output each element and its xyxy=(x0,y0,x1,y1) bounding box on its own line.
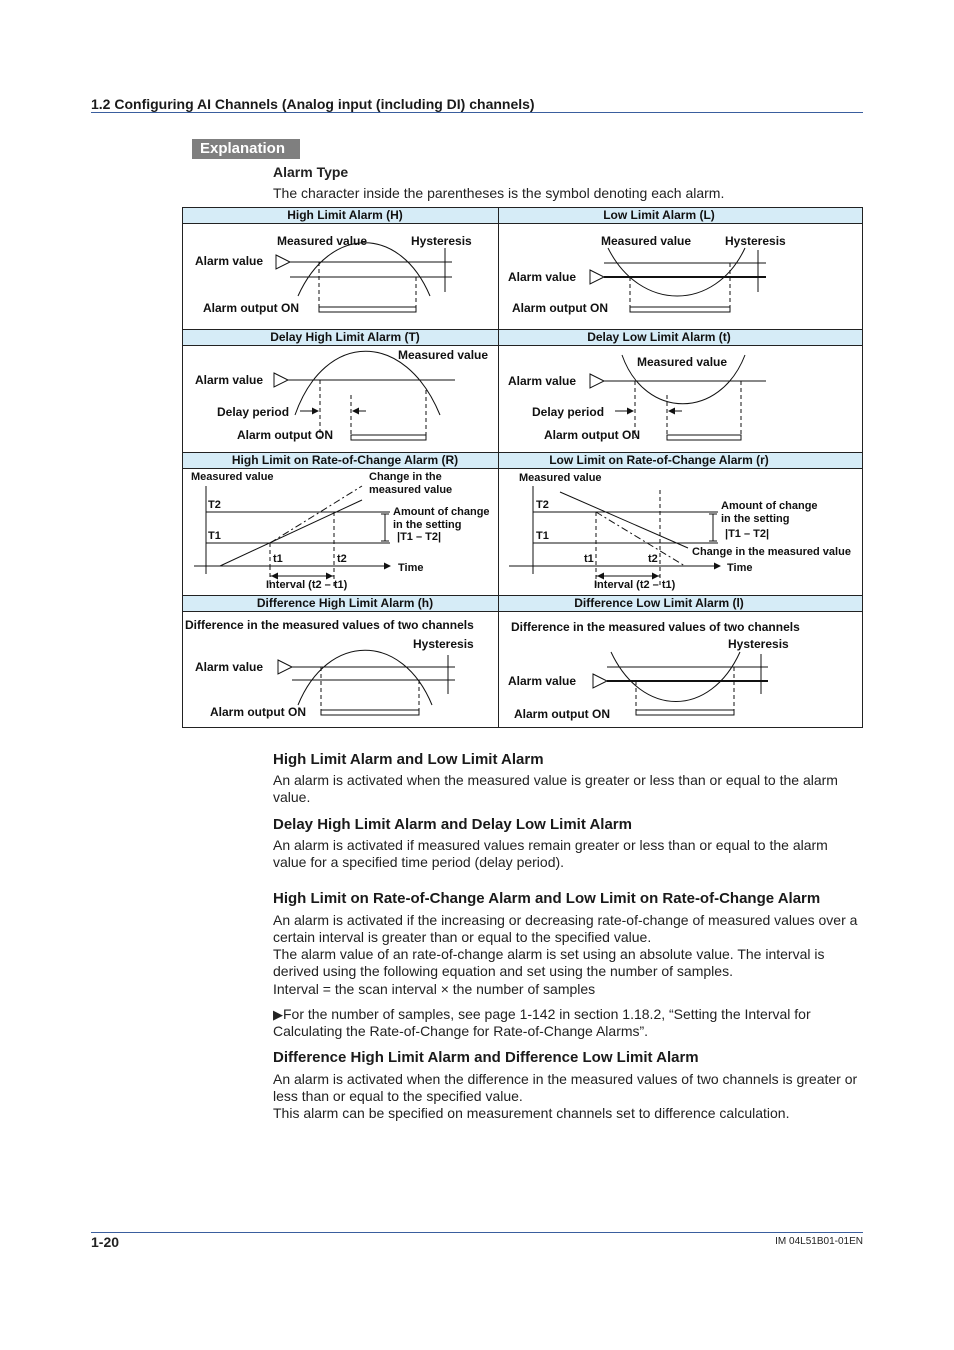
panel-roc-high xyxy=(191,471,490,591)
paragraph-difference xyxy=(273,1071,863,1122)
label-amount-line2: in the setting xyxy=(721,513,790,525)
label-alarm-value: Alarm value xyxy=(508,270,577,284)
section-heading-roc: High Limit on Rate-of-Change Alarm and Low Limit on Rate-of-Change Alarm xyxy=(273,890,821,907)
panel-roc-low xyxy=(509,472,851,591)
page-number: 1-20 xyxy=(91,1234,120,1250)
panel-title-high-limit: High Limit Alarm (H) xyxy=(287,208,403,222)
explanation-label: Explanation xyxy=(192,139,300,159)
panel-high-limit xyxy=(195,234,472,315)
paragraph: An alarm is activated when the measured value is greater or less than or equal to the alarm value. xyxy=(273,772,838,805)
label-change-line1: Change in the xyxy=(369,471,442,483)
panel-diff-high xyxy=(185,618,474,719)
panel-diff-low xyxy=(508,620,800,721)
panel-title-diff-low: Difference Low Limit Alarm (l) xyxy=(574,596,744,610)
label-measured-value: Measured value xyxy=(277,234,368,248)
paragraph-line: An alarm is activated when the difference in the measured values of two channels is greater or less than or equal to the specified value. xyxy=(273,1071,858,1104)
footer-rule xyxy=(91,1232,863,1233)
panel-title-roc-high: High Limit on Rate-of-Change Alarm (R) xyxy=(231,453,459,467)
label-t1: T1 xyxy=(536,530,549,542)
panel-delay-high xyxy=(195,348,488,442)
label-amount-line2: in the setting xyxy=(393,519,462,531)
panel-title-delay-low: Delay Low Limit Alarm (t) xyxy=(587,330,731,344)
label-alarm-value: Alarm value xyxy=(195,660,264,674)
section-heading-delay: Delay High Limit Alarm and Delay Low Limit Alarm xyxy=(273,816,632,833)
reference-arrow-icon: ▶ xyxy=(273,1007,283,1022)
paragraph: An alarm is activated if measured values remain greater or less than or equal to the alarm value for a specified time period (delay period). xyxy=(273,837,828,870)
label-time: Time xyxy=(398,562,424,574)
label-difference: Difference in the measured values of two channels xyxy=(511,620,800,634)
label-alarm-output-on: Alarm output ON xyxy=(237,428,333,442)
label-time: Time xyxy=(727,562,753,574)
paragraph-line: This alarm can be specified on measurement channels set to difference calculation. xyxy=(273,1105,790,1121)
label-interval: Interval (t2 – t1) xyxy=(594,579,676,591)
label-amount-formula: |T1 – T2| xyxy=(725,528,770,540)
label-alarm-value: Alarm value xyxy=(508,374,577,388)
label-alarm-value: Alarm value xyxy=(195,254,264,268)
cross-reference xyxy=(273,1006,863,1040)
label-tick-t2: t2 xyxy=(648,553,658,565)
panel-title-delay-high: Delay High Limit Alarm (T) xyxy=(270,330,420,344)
label-alarm-value: Alarm value xyxy=(195,373,264,387)
document-code: IM 04L51B01-01EN xyxy=(775,1236,863,1247)
label-alarm-output-on: Alarm output ON xyxy=(512,301,608,315)
label-t2: T2 xyxy=(208,499,221,511)
label-amount-line1: Amount of change xyxy=(721,500,818,512)
label-interval: Interval (t2 – t1) xyxy=(266,579,348,591)
paragraph-line: An alarm is activated if the increasing or decreasing rate-of-change of measured values over a certain interval is greater than or equal to the specified value. xyxy=(273,912,858,945)
label-t2: T2 xyxy=(536,499,549,511)
label-alarm-value: Alarm value xyxy=(508,674,577,688)
label-amount-line1: Amount of change xyxy=(393,506,490,518)
label-amount-formula: |T1 – T2| xyxy=(397,531,442,543)
label-change-line2: measured value xyxy=(369,484,453,496)
paragraph-roc xyxy=(273,912,863,1040)
label-t1: T1 xyxy=(208,530,221,542)
label-alarm-output-on: Alarm output ON xyxy=(203,301,299,315)
panel-low-limit xyxy=(508,234,786,315)
panel-title-low-limit: Low Limit Alarm (L) xyxy=(603,208,715,222)
section-heading-difference: Difference High Limit Alarm and Difference Low Limit Alarm xyxy=(273,1049,699,1066)
label-tick-t2: t2 xyxy=(337,553,347,565)
label-hysteresis: Hysteresis xyxy=(725,234,786,248)
label-alarm-output-on: Alarm output ON xyxy=(514,707,610,721)
label-measured-value: Measured value xyxy=(637,355,728,369)
label-delay-period: Delay period xyxy=(217,405,290,419)
label-hysteresis: Hysteresis xyxy=(728,637,789,651)
label-difference: Difference in the measured values of two channels xyxy=(185,618,474,632)
label-change: Change in the measured value xyxy=(692,546,851,558)
alarm-type-description: The character inside the parentheses is the symbol denoting each alarm. xyxy=(273,185,725,201)
panel-title-roc-low: Low Limit on Rate-of-Change Alarm (r) xyxy=(549,453,769,467)
label-alarm-output-on: Alarm output ON xyxy=(210,705,306,719)
alarm-type-heading: Alarm Type xyxy=(273,164,349,180)
section-heading-high-low: High Limit Alarm and Low Limit Alarm xyxy=(273,751,544,768)
label-measured-value: Measured value xyxy=(601,234,692,248)
label-tick-t1: t1 xyxy=(273,553,283,565)
paragraph-line: Interval = the scan interval × the number of samples xyxy=(273,981,596,997)
label-measured-value: Measured value xyxy=(398,348,489,362)
label-hysteresis: Hysteresis xyxy=(413,637,474,651)
panel-title-diff-high: Difference High Limit Alarm (h) xyxy=(256,596,434,610)
label-hysteresis: Hysteresis xyxy=(411,234,472,248)
panel-delay-low xyxy=(508,355,766,442)
reference-text: For the number of samples, see page 1-142 in section 1.18.2, “Setting the Interval for Calculating the Rate-of-Change for Rate-of-Change Alarms”. xyxy=(273,1006,811,1039)
label-tick-t1: t1 xyxy=(584,553,594,565)
label-measured-value: Measured value xyxy=(519,472,602,484)
label-measured-value: Measured value xyxy=(191,471,274,483)
paragraph-line: The alarm value of an rate-of-change alarm is set using an absolute value. The interval is derived using the following equation and set using the number of samples. xyxy=(273,946,825,979)
label-alarm-output-on: Alarm output ON xyxy=(544,428,640,442)
label-delay-period: Delay period xyxy=(532,405,605,419)
section-header-title: 1.2 Configuring AI Channels (Analog input (including DI) channels) xyxy=(91,96,535,112)
